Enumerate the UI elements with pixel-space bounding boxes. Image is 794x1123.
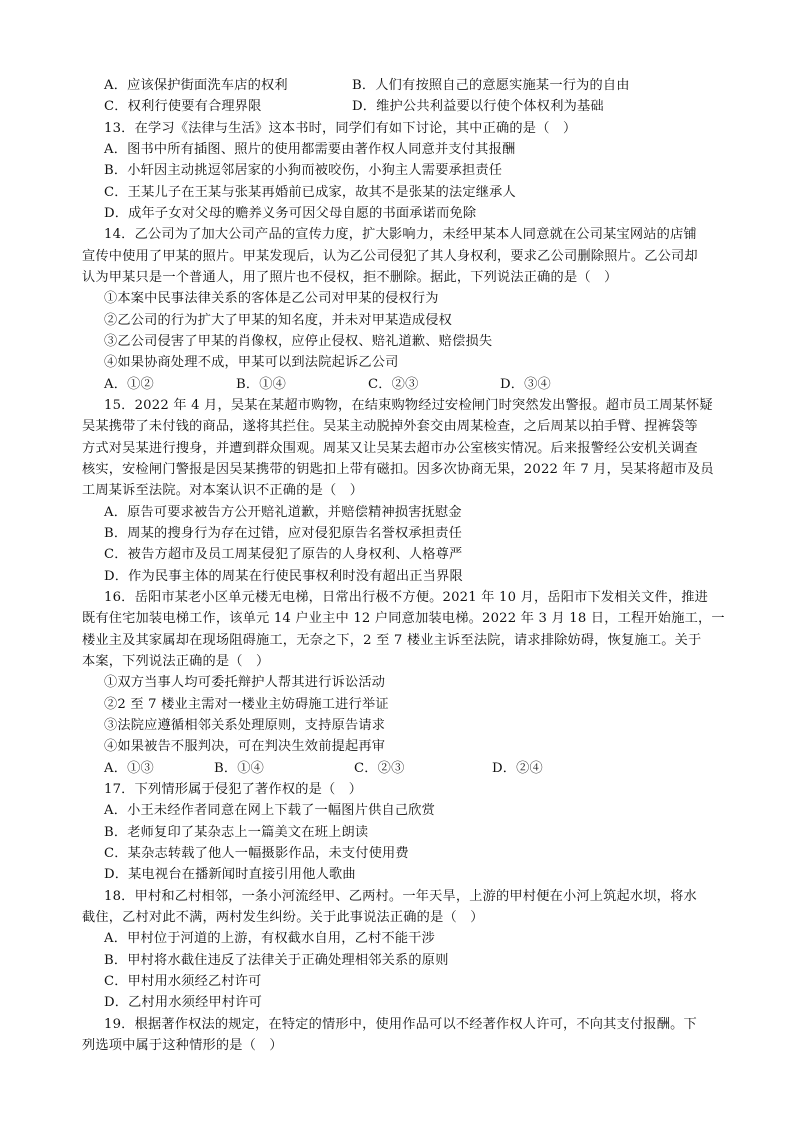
question-14-text: 认为甲某只是一个普通人，用了照片也不侵权，拒不删除。据此，下列说法正确的是（ ） <box>82 270 618 285</box>
option-c: C．②③ <box>368 377 419 392</box>
q15-option-a: A．原告可要求被告方公开赔礼道歉，并赔偿精神损害抚慰金 <box>104 505 462 520</box>
option-d: D．③④ <box>500 377 551 392</box>
option-d: D．维护公共利益要以行使个体权利为基础 <box>352 99 604 114</box>
q18-option-d: D．乙村用水须经甲村许可 <box>104 995 263 1010</box>
option-c: C．权利行使要有合理界限 <box>104 99 262 114</box>
question-13: 13．在学习《法律与生活》这本书时，同学们有如下讨论，其中正确的是（ ） <box>104 121 577 136</box>
question-18-text: 截住，乙村对此不满，两村发生纠纷。关于此事说法正确的是（ ） <box>82 910 484 925</box>
option-d: D．②④ <box>492 761 543 776</box>
q13-option-c: C．王某儿子在王某与张某再婚前已成家，故其不是张某的法定继承人 <box>104 185 516 200</box>
q17-option-b: B．老师复印了某杂志上一篇美文在班上朗读 <box>104 825 369 840</box>
q18-option-b: B．甲村将水截住违反了法律关于正确处理相邻关系的原则 <box>104 953 449 968</box>
option-c: C．②③ <box>354 761 405 776</box>
option-b: B．人们有按照自己的意愿实施某一行为的自由 <box>352 78 630 93</box>
question-15: 15．2022 年 4 月，吴某在某超市购物，在结束购物经过安检闸门时突然发出警报。超市员工周某怀疑 <box>104 398 713 413</box>
question-19: 19．根据著作权法的规定，在特定的情形中，使用作品可以不经著作权人许可，不向其支付报酬。下 <box>104 1017 697 1032</box>
q17-option-a: A．小王未经作者同意在网上下载了一幅图片供自己欣赏 <box>104 803 436 818</box>
q15-option-d: D．作为民事主体的周某在行使民事权利时没有超出正当界限 <box>104 569 463 584</box>
question-15-text: 工周某诉至法院。对本案认识不正确的是（ ） <box>82 483 364 498</box>
q17-option-d: D．某电视台在播新闻时直接引用他人歌曲 <box>104 867 356 882</box>
option-b: B．①④ <box>214 761 265 776</box>
q15-option-b: B．周某的搜身行为存在过错，应对侵犯原告名誉权承担责任 <box>104 526 462 541</box>
q14-statement-1: ①本案中民事法律关系的客体是乙公司对甲某的侵权行为 <box>104 291 439 306</box>
question-15-text: 方式对吴某进行搜身，并遭到群众围观。周某又让吴某去超市办公室核实情况。后来报警经公安机关调查 <box>82 441 698 456</box>
question-15-text: 吴某携带了未付钱的商品，遂将其拦住。吴某主动脱掉外套交由周某检查，之后周某以拍手臂、捏裤袋等 <box>82 419 698 434</box>
q13-option-b: B．小轩因主动挑逗邻居家的小狗而被咬伤，小狗主人需要承担责任 <box>104 163 503 178</box>
question-17: 17．下列情形属于侵犯了著作权的是（ ） <box>104 782 363 797</box>
question-14: 14．乙公司为了加大公司产品的宣传力度，扩大影响力，未经甲某本人同意就在公司某宝网站的店铺 <box>104 227 697 242</box>
q16-statement-2: ②2 至 7 楼业主需对一楼业主妨碍施工进行举证 <box>104 697 389 712</box>
question-18: 18．甲村和乙村相邻，一条小河流经甲、乙两村。一年天旱，上游的甲村便在小河上筑起水坝，将水 <box>104 889 697 904</box>
q14-statement-2: ②乙公司的行为扩大了甲某的知名度，并未对甲某造成侵权 <box>104 313 453 328</box>
question-14-text: 宣传中使用了甲某的照片。甲某发现后，认为乙公司侵犯了其人身权利，要求乙公司删除照片。乙公司却 <box>82 249 698 264</box>
question-19-text: 列选项中属于这种情形的是（ ） <box>82 1038 283 1053</box>
q16-statement-4: ④如果被告不服判决，可在判决生效前提起再审 <box>104 739 386 754</box>
option-b: B．①④ <box>236 377 287 392</box>
option-a: A．①③ <box>104 761 154 776</box>
question-16-text: 既有住宅加装电梯工作，该单元 14 户业主中 12 户同意加装电梯。2022 年 3 月 18 日，工程开始施工，一 <box>82 611 725 626</box>
q13-option-d: D．成年子女对父母的赡养义务可因父母自愿的书面承诺而免除 <box>104 206 477 221</box>
question-16-text: 本案，下列说法正确的是（ ） <box>82 654 270 669</box>
option-a: A．①② <box>104 377 154 392</box>
q18-option-a: A．甲村位于河道的上游，有权截水自用，乙村不能干涉 <box>104 931 436 946</box>
q18-option-c: C．甲村用水须经乙村许可 <box>104 974 262 989</box>
q14-statement-4: ④如果协商处理不成，甲某可以到法院起诉乙公司 <box>104 355 399 370</box>
q13-option-a: A．图书中所有插图、照片的使用都需要由著作权人同意并支付其报酬 <box>104 142 516 157</box>
question-15-text: 核实，安检闸门警报是因吴某携带的钥匙扣上带有磁扣。因多次协商无果，2022 年 7 月，吴某将超市及员 <box>82 462 714 477</box>
question-16-text: 楼业主及其家属却在现场阻碍施工，无奈之下，2 至 7 楼业主诉至法院，请求排除妨碍，恢复施工。关于 <box>82 633 702 648</box>
q16-statement-3: ③法院应遵循相邻关系处理原则，支持原告请求 <box>104 718 386 733</box>
question-16: 16．岳阳市某老小区单元楼无电梯，日常出行极不方便。2021 年 10 月，岳阳市下发相关文件，推进 <box>104 590 709 605</box>
q15-option-c: C．被告方超市及员工周某侵犯了原告的人身权利、人格尊严 <box>104 547 463 562</box>
option-a: A．应该保护街面洗车店的权利 <box>104 78 288 93</box>
q17-option-c: C．某杂志转载了他人一幅摄影作品，未支付使用费 <box>104 846 409 861</box>
q16-statement-1: ①双方当事人均可委托辩护人帮其进行诉讼活动 <box>104 675 386 690</box>
q14-statement-3: ③乙公司侵害了甲某的肖像权，应停止侵权、赔礼道歉、赔偿损失 <box>104 334 493 349</box>
